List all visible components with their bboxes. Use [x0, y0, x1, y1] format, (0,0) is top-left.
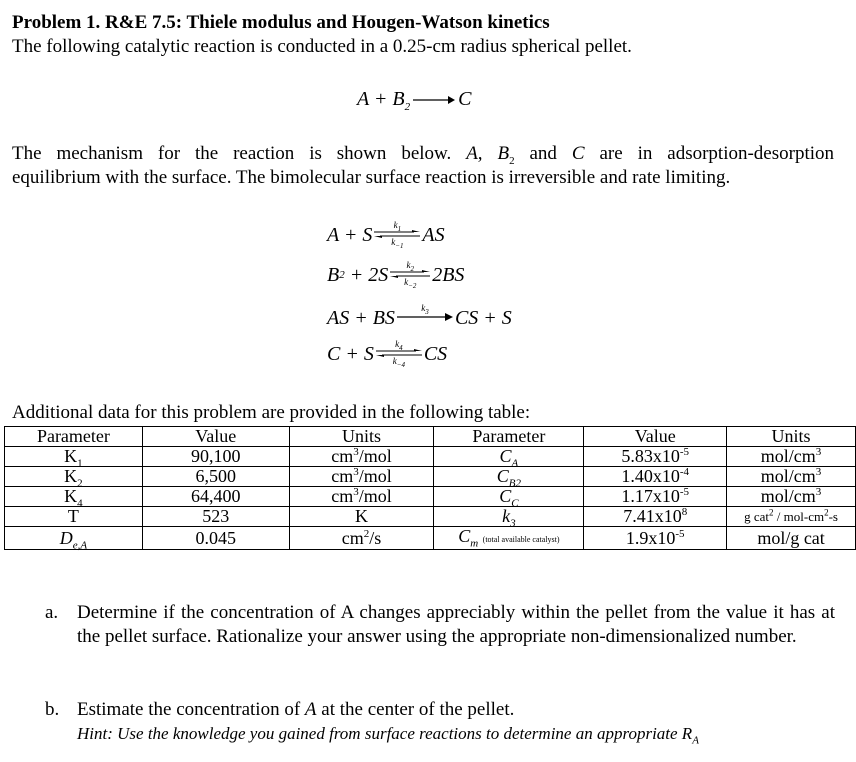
header-value-2: Value: [584, 427, 727, 447]
question-a: [45, 601, 835, 649]
equilibrium-arrows: [376, 339, 422, 369]
problem-title: Problem 1. R&E 7.5: Thiele modulus and Hougen-Watson kinetics: [12, 12, 550, 33]
header-parameter: Parameter: [5, 427, 143, 447]
units-cell: mol/$cm^3$: [727, 447, 856, 467]
param-cell: $K_1$: [5, 447, 143, 467]
value-cell: $1.9x10^{-5}$: [584, 527, 727, 550]
value-cell: $1.17x10^{-5}$: [584, 487, 727, 507]
value-cell: 90,100: [142, 447, 289, 467]
k-reverse-label: $k_{-2}$: [404, 277, 417, 290]
table-row: [5, 527, 856, 550]
hint-text: Hint: Use the knowledge you gained from surface reactions to determine an appropriate $R_A$: [77, 724, 699, 747]
equilibrium-arrows: [390, 260, 430, 290]
units-cell: mol/$cm^3$: [727, 467, 856, 487]
k-forward-label: $k_3$: [421, 303, 429, 316]
value-cell: $1.40x10^{-4}$: [584, 467, 727, 487]
mechanism-line-2: equilibrium with the surface. The bimolecular surface reaction is irreversible and rate limiting.: [12, 167, 731, 188]
reactants: $A + B_2$: [357, 88, 411, 113]
table-row: [5, 507, 856, 527]
param-cell: $D_{e,A}$: [5, 527, 143, 550]
question-a-text: Determine if the concentration of A changes appreciably within the pellet from the value it has at the pellet surface. Rationalize your answer using the appropriate non-dimensionalized number.: [77, 602, 835, 647]
question-b-label: b.: [45, 699, 60, 720]
param-note: (total available catalyst): [482, 535, 560, 544]
mechanism-line-1: The mechanism for the reaction is shown below. A, $B_2$ and C are in adsorption-desorption: [12, 143, 835, 167]
param-cell: $k_3$: [434, 507, 584, 527]
equilibrium-arrows: [374, 220, 420, 250]
units-cell: K: [289, 507, 434, 527]
k-forward-label: $k_1$: [393, 220, 402, 233]
product: C: [458, 88, 472, 110]
header-units-2: Units: [727, 427, 856, 447]
question-b-text: Estimate the concentration of A at the center of the pellet.: [77, 699, 515, 720]
param-cell: T: [5, 507, 143, 527]
data-table: [4, 426, 856, 550]
additional-data-text: Additional data for this problem are provided in the following table:: [12, 402, 531, 423]
value-cell: $5.83x10^{-5}$: [584, 447, 727, 467]
param-cell: $C_C$: [434, 487, 584, 507]
units-cell: $cm^3$/mol: [289, 487, 434, 507]
param-cell: $C_A$: [434, 447, 584, 467]
table-header-row: [5, 427, 856, 447]
param-cell: $C_m$ (total available catalyst): [434, 527, 584, 550]
units-cell: g cat$^2$ / mol-$cm^2-s$: [727, 507, 856, 527]
k-reverse-label: $k_{-1}$: [391, 237, 404, 250]
param-cell: $C_{B2}$: [434, 467, 584, 487]
param-cell: $K_4$: [5, 487, 143, 507]
value-cell: 0.045: [142, 527, 289, 550]
table-row: [5, 467, 856, 487]
table-row: [5, 487, 856, 507]
units-cell: $cm^3$/mol: [289, 447, 434, 467]
question-a-label: a.: [45, 602, 59, 623]
param-cell: $K_2$: [5, 467, 143, 487]
units-cell: mol/g cat: [727, 527, 856, 550]
reaction-arrow: [412, 95, 456, 105]
table-row: [5, 447, 856, 467]
units-cell: $cm^2/s$: [289, 527, 434, 550]
value-cell: 64,400: [142, 487, 289, 507]
units-cell: $cm^3$/mol: [289, 467, 434, 487]
header-units: Units: [289, 427, 434, 447]
header-value: Value: [142, 427, 289, 447]
intro-text: The following catalytic reaction is conducted in a 0.25-cm radius spherical pellet.: [12, 36, 632, 57]
irreversible-arrow: [397, 304, 453, 321]
value-cell: 6,500: [142, 467, 289, 487]
main-reaction: [357, 88, 471, 111]
k-forward-label: $k_2$: [406, 260, 414, 273]
mechanism-paragraph: [12, 142, 834, 190]
k-forward-label: $k_4$: [395, 339, 403, 352]
k-reverse-label: $k_{-4}$: [392, 356, 405, 369]
mechanism-step-4: C + S $k_4$ $k_{-4}$ CS: [327, 339, 448, 369]
header-parameter-2: Parameter: [434, 427, 584, 447]
mechanism-step-2: B 2 + 2S $k_2$ $k_{-2}$ 2BS: [327, 260, 465, 290]
value-cell: $7.41x10^8$: [584, 507, 727, 527]
mechanism-step-3: AS + BS $k_3$ CS + S: [327, 303, 512, 329]
value-cell: 523: [142, 507, 289, 527]
mechanism-step-1: A + S $k_1$ $k_{-1}$ AS: [327, 220, 445, 250]
question-b: [45, 698, 699, 746]
units-cell: mol/$cm^3$: [727, 487, 856, 507]
